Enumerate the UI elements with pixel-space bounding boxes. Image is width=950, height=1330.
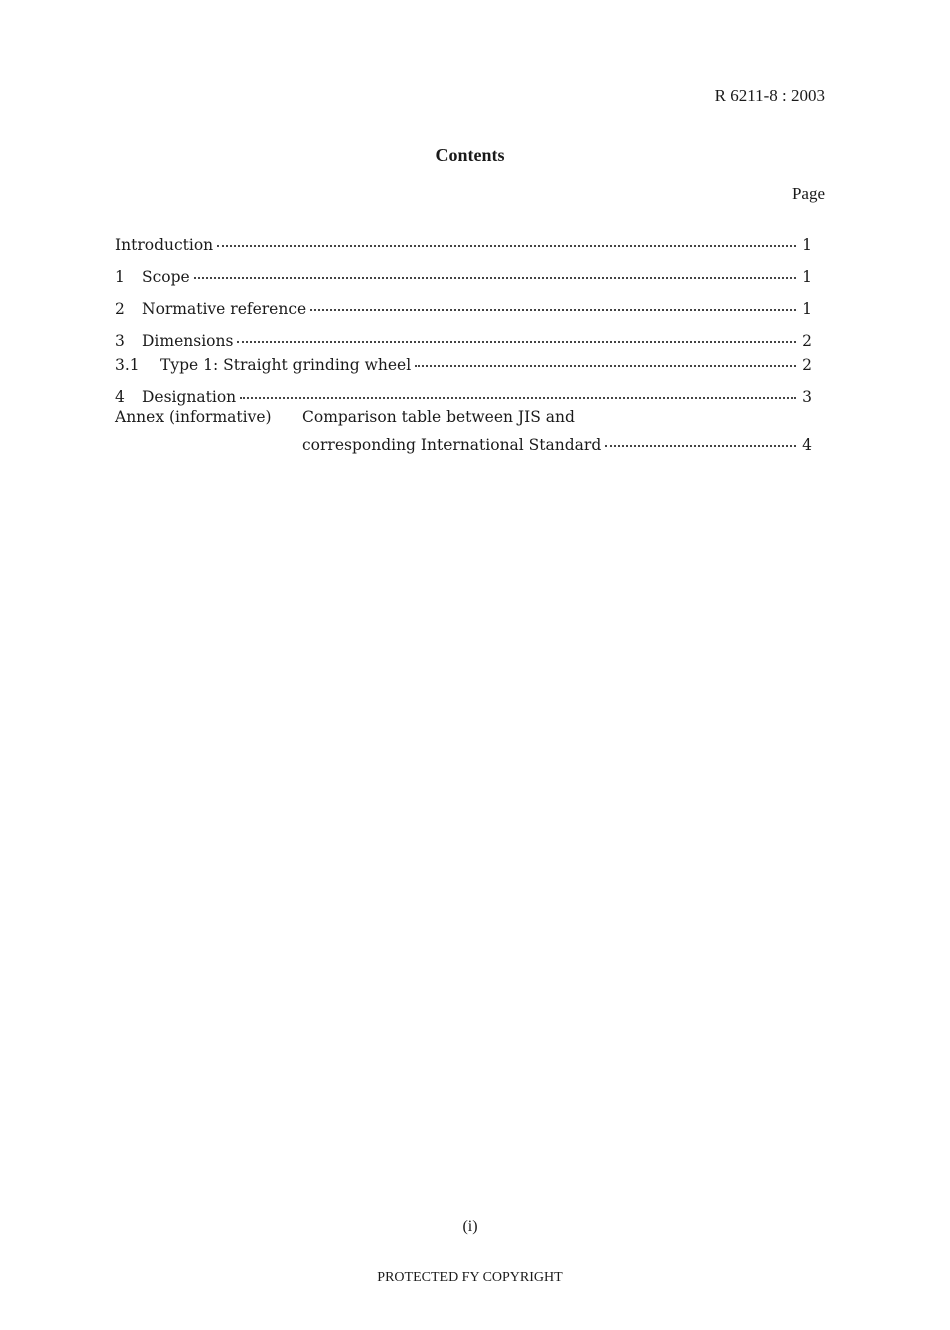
toc-entry-type-1[interactable]	[115, 352, 812, 374]
toc-entry-label: Dimensions	[142, 331, 234, 350]
toc-entry-designation[interactable]	[115, 384, 812, 406]
page-number: (i)	[462, 1218, 478, 1235]
toc-entry-page: 2	[802, 355, 812, 374]
toc-entry-number: 2	[115, 299, 125, 318]
toc-entry-label: Type 1: Straight grinding wheel	[160, 355, 412, 374]
dot-leader	[415, 349, 796, 367]
dot-leader	[310, 293, 796, 311]
annex-prefix: Annex (informative)	[115, 408, 272, 426]
toc-entry-number: 4	[115, 387, 125, 406]
annex-title-part-2: corresponding International Standard	[302, 435, 602, 454]
page-title: Contents	[435, 145, 505, 165]
toc-entry-label: Normative reference	[142, 299, 307, 318]
toc-entry-number: 3	[115, 331, 125, 350]
toc-entry-page: 1	[802, 267, 812, 286]
toc-entry-number: 3.1	[115, 355, 140, 374]
toc-entry-introduction[interactable]	[115, 232, 812, 254]
page-column-label: Page	[791, 184, 825, 203]
dot-leader	[237, 325, 796, 343]
toc-entry-normative-reference[interactable]	[115, 296, 812, 318]
toc-entry-scope[interactable]	[115, 264, 812, 286]
toc-entry-page: 4	[802, 435, 812, 454]
document-number: R 6211-8 : 2003	[714, 86, 825, 105]
dot-leader	[605, 429, 796, 447]
toc-entry-label: Designation	[142, 387, 237, 406]
toc-entry-dimensions[interactable]	[115, 328, 812, 350]
annex-first-line	[115, 408, 272, 426]
annex-title-line-2	[302, 432, 812, 454]
toc-entry-label: Scope	[142, 267, 190, 286]
toc-entry-page: 3	[802, 387, 812, 406]
toc-entry-page: 1	[802, 299, 812, 318]
annex-title-part-1: Comparison table between JIS and	[302, 408, 575, 426]
dot-leader	[240, 381, 796, 399]
annex-title-line-1	[302, 408, 812, 426]
toc-entry-label: Introduction	[115, 235, 214, 254]
copyright-notice: PROTECTED FY COPYRIGHT	[377, 1270, 563, 1285]
dot-leader	[217, 229, 796, 247]
toc-entry-number: 1	[115, 267, 125, 286]
dot-leader	[194, 261, 796, 279]
toc-entry-page: 1	[802, 235, 812, 254]
toc-entry-page: 2	[802, 331, 812, 350]
